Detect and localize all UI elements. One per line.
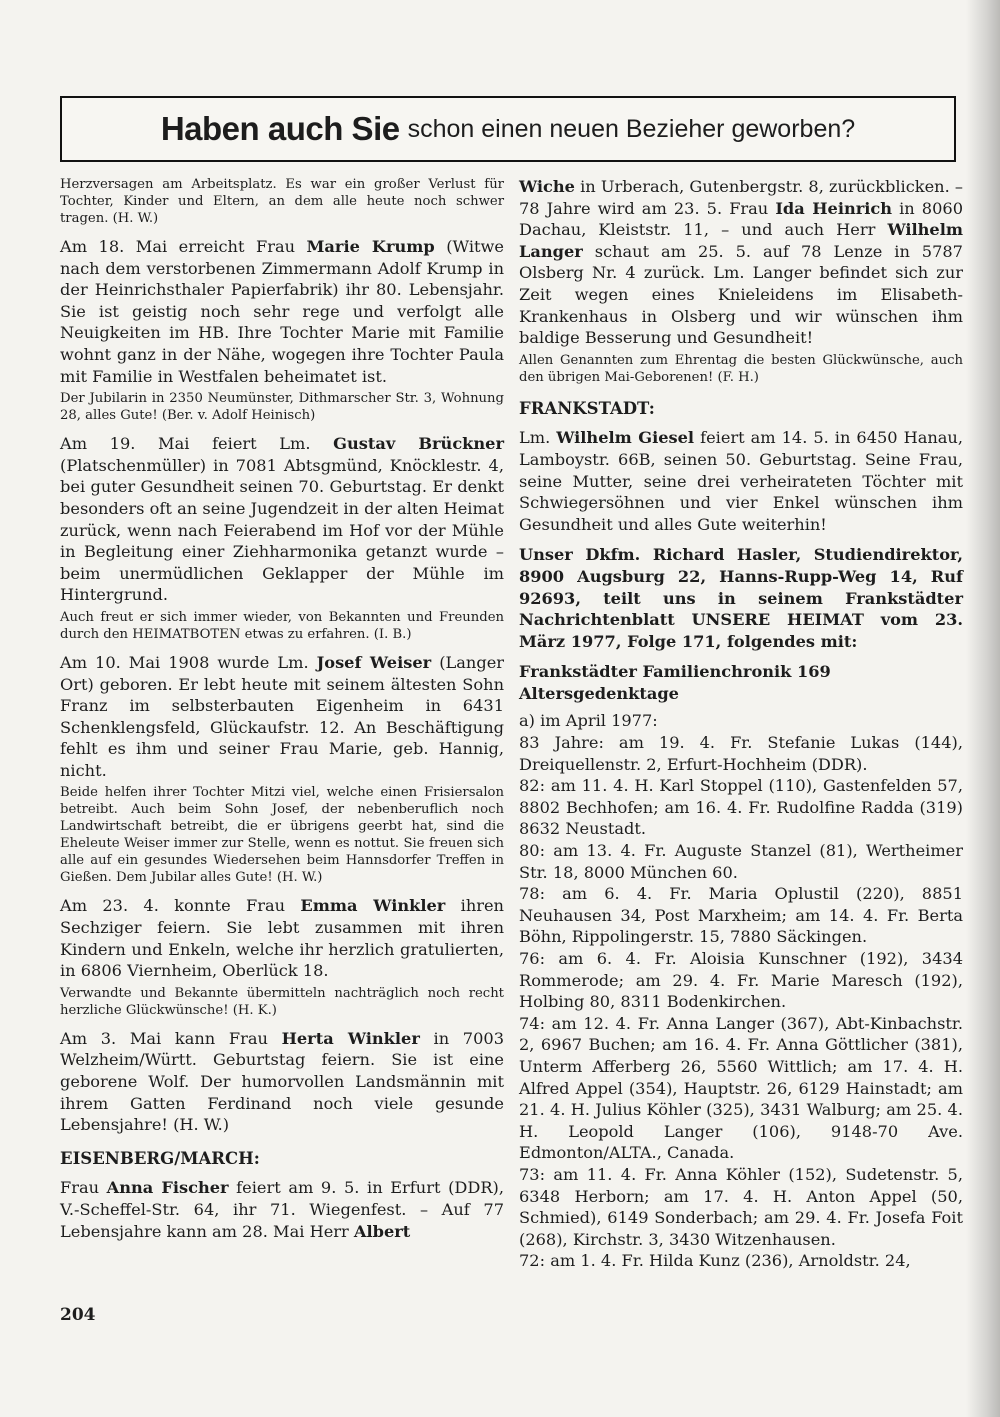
right-paragraph-0: Wiche in Urberach, Gutenbergstr. 8, zurückblicken. – 78 Jahre wird am 23. 5. Frau Ida Heinrich in 8060 Dachau, Kleiststr. 11, – und auch Herr Wilhelm Langer schaut am 25. 5. auf 78 Lenze in 5787 Olsberg Nr. 4 zurück. Lm. Langer befindet sich zur Zeit wegen eines Knieleidens im Elisabeth-Krankenhaus in Olsberg und wir wünschen ihm baldige Besserung und Gesundheit!	[519, 177, 963, 348]
banner-light-text: schon einen neuen Bezieher geworben?	[407, 114, 856, 143]
chronicle-title: Frankstädter Familienchronik 169	[519, 662, 831, 682]
name-wilhelm-langer: Wilhelm Langer	[519, 220, 963, 261]
section-heading-eisenberg: EISENBERG/MARCH:	[60, 1148, 260, 1168]
list-item: 72: am 1. 4. Fr. Hilda Kunz (236), Arnoldstr. 24,	[519, 1251, 911, 1271]
left-paragraph-4: Am 23. 4. konnte Frau Emma Winkler ihren Sechziger feiern. Sie lebt zusammen mit ihren Kindern und Enkeln, welche ihr herzlich gratulierten, in 6806 Viernheim, Oberlück 18.	[60, 896, 504, 981]
list-item: 80: am 13. 4. Fr. Auguste Stanzel (81), Wertheimer Str. 18, 8000 München 60.	[519, 841, 963, 882]
chronicle-subtitle: Altersgedenktage	[519, 683, 679, 703]
list-item: 74: am 12. 4. Fr. Anna Langer (367), Abt-Kinbachstr. 2, 6967 Buchen; am 16. 4. Fr. Anna Göttlicher (381), Unterm Afferberg 26, 5560 Wittlich; am 17. 4. H. Alfred Appel (354), Hauptstr. 26, 6129 Hainstadt; am 21. 4. H. Julius Köhler (325), 3431 Walburg; am 25. 4. H. Leopold Langer (106), 9148-70 Ave. Edmonton/ALTA., Canada.	[519, 1013, 963, 1163]
name-herta-winkler: Herta Winkler	[281, 1028, 420, 1048]
left-paragraph-5: Am 3. Mai kann Frau Herta Winkler in 7003 Welzheim/Württ. Geburtstag feiern. Sie ist eine geborene Wolf. Der humorvollen Landsmännin mit ihrem Gatten Ferdinand noch viele gesunde Lebensjahre! (H. W.)	[60, 1028, 504, 1135]
list-item: 83 Jahre: am 19. 4. Fr. Stefanie Lukas (144), Dreiquellenstr. 2, Erfurt-Hochheim (DDR).	[519, 733, 963, 774]
left-note-1: Der Jubilarin in 2350 Neumünster, Dithmarscher Str. 3, Wohnung 28, alles Gute! (Ber. v. Adolf Heinisch)	[60, 391, 504, 424]
left-paragraph-6: Frau Anna Fischer feiert am 9. 5. in Erfurt (DDR), V.-Scheffel-Str. 64, ihr 71. Wiegenfest. – Auf 77 Lebensjahre kann am 28. Mai Herr Albert	[60, 1178, 504, 1241]
section-heading-frankstadt: FRANKSTADT:	[519, 398, 655, 418]
name-emma-winkler: Emma Winkler	[300, 896, 446, 916]
name-wiche: Wiche	[519, 177, 575, 196]
subscriber-banner	[60, 96, 956, 162]
left-note-4: Verwandte und Bekannte übermitteln nachträglich noch recht herzliche Glückwünsche! (H. K.)	[60, 985, 504, 1018]
right-paragraph-hasler: Unser Dkfm. Richard Hasler, Studiendirektor, 8900 Augsburg 22, Hanns-Rupp-Weg 14, Ruf 92693, teilt uns in seinem Frankstädter Nachrichtenblatt UNSERE HEIMAT vom 23. März 1977, Folge 171, folgendes mit:	[519, 545, 963, 651]
left-paragraph-3: Am 10. Mai 1908 wurde Lm. Josef Weiser (Langer Ort) geboren. Er lebt heute mit seinem ältesten Sohn Franz im selbsterbauten Eigenheim in 6431 Schenklengsfeld, Glückaufstr. 12. An Beschäftigung fehlt es ihm und seiner Frau Marie, geb. Hannig, nicht.	[60, 652, 505, 780]
list-item: 73: am 11. 4. Fr. Anna Köhler (152), Sudetenstr. 5, 6348 Herborn; am 17. 4. H. Anton Appel (50, Schmied), 6149 Sonderbach; am 29. 4. Fr. Josefa Foit (268), Kirchstr. 3, 3430 Witzenhausen.	[519, 1164, 963, 1249]
banner-bold-text: Haben auch Sie	[160, 110, 400, 147]
chronicle-heading	[519, 661, 963, 704]
name-anna-fischer: Anna Fischer	[106, 1178, 229, 1198]
list-item: 82: am 11. 4. H. Karl Stoppel (110), Gastenfelden 57, 8802 Bechhofen; am 16. 4. Fr. Rudolfine Radda (319) 8632 Neustadt.	[519, 776, 963, 839]
page-number: 204	[60, 1305, 96, 1325]
right-paragraph-1: Lm. Wilhelm Giesel feiert am 14. 5. in 6450 Hanau, Lamboystr. 66B, seinen 50. Geburtstag. Seine Frau, seine Mutter, seine drei verheirateten Töchter mit Schwiegersöhnen und vier Enkel wünschen ihm Gesundheit und alles Gute weiterhin!	[519, 428, 963, 534]
name-gustav-brueckner: Gustav Brückner	[333, 434, 504, 454]
chronicle-intro: a) im April 1977:	[519, 711, 658, 731]
right-column	[519, 176, 963, 1272]
left-note-2: Auch freut er sich immer wieder, von Bekannten und Freunden durch den HEIMATBOTEN etwas zu erfahren. (I. B.)	[60, 609, 504, 642]
list-item: 78: am 6. 4. Fr. Maria Oplustil (220), 8851 Neuhausen 34, Post Marxheim; am 14. 4. Fr. Berta Böhn, Rippolingerstr. 15, 7880 Säckingen.	[519, 884, 963, 947]
name-albert: Albert	[353, 1221, 411, 1241]
chronicle-list	[519, 710, 963, 1271]
left-column	[60, 176, 504, 1251]
right-note-0: Allen Genannten zum Ehrentag die besten Glückwünsche, auch den übrigen Mai-Geborenen! (F. H.)	[519, 352, 963, 385]
list-item: 76: am 6. 4. Fr. Aloisia Kunschner (192), 3434 Rommerode; am 29. 4. Fr. Marie Maresch (192), Holbing 80, 8311 Bodenkirchen.	[519, 949, 963, 1012]
name-josef-weiser: Josef Weiser	[316, 652, 432, 672]
left-paragraph-2: Am 19. Mai feiert Lm. Gustav Brückner (Platschenmüller) in 7081 Abtsgmünd, Knöcklestr. 4, bei guter Gesundheit seinen 70. Geburtstag. Er denkt besonders oft an seine Jugendzeit in der alten Heimat zurück, wenn nach Feierabend im Hof vor der Mühle in Begleitung einer Ziehharmonika getanzt wurde – beim unermüdlichen Geklapper der Mühle im Hintergrund.	[60, 434, 504, 605]
left-note-3: Beide helfen ihrer Tochter Mitzi viel, welche einen Frisiersalon betreibt. Auch beim Sohn Josef, der nebenberuflich noch Landwirtschaft betreibt, die er übrigens geerbt hat, sind die Eheleute Weiser immer zur Stelle, wenn es nottut. Sie freuen sich alle auf ein gesundes Wiedersehen beim Hannsdorfer Treffen in Gießen. Dem Jubilar alles Gute! (H. W.)	[60, 785, 504, 886]
name-wilhelm-giesel: Wilhelm Giesel	[556, 428, 695, 448]
name-ida-heinrich: Ida Heinrich	[775, 198, 893, 218]
left-paragraph-0: Herzversagen am Arbeitsplatz. Es war ein großer Verlust für Tochter, Kinder und Eltern, an dem alle heute noch schwer tragen. (H. W.)	[60, 177, 504, 226]
left-paragraph-1: Am 18. Mai erreicht Frau Marie Krump (Witwe nach dem verstorbenen Zimmermann Adolf Krump in der Heinrichsthaler Papierfabrik) ihr 80. Lebensjahr. Sie ist geistig noch sehr rege und verfolgt alle Neuigkeiten im HB. Ihre Tochter Marie mit Familie wohnt ganz in der Nähe, wogegen ihre Tochter Paula mit Familie in Westfalen beheimatet ist.	[60, 237, 504, 386]
name-marie-krump: Marie Krump	[306, 237, 435, 256]
page-edge-shadow	[966, 0, 1000, 1417]
